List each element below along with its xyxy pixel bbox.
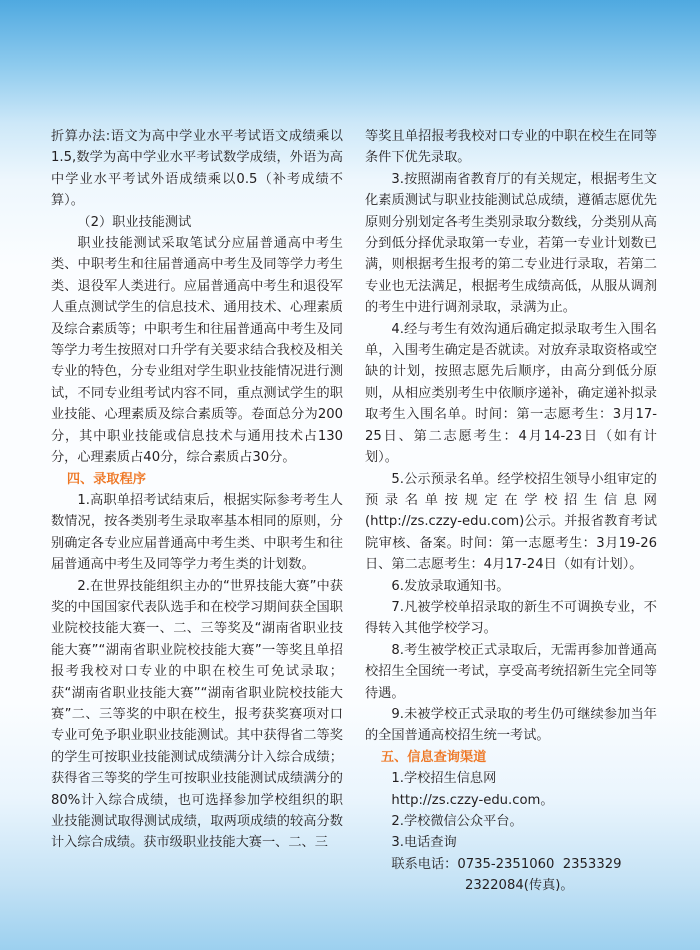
procedure-item-6: 6.发放录取通知书。 <box>391 578 510 594</box>
vocational-test-paragraph: 职业技能测试采取笔试分应届普通高中考生类、中职考生和往届普通高中考生及同等学力考生类、退役军人类进行。应届普通高中考生和退役军人重点测试学生的信息技术、通用技术、心理素质及综合素质等；中职考生和往届普通高中考生及同等学力考生按照对口升学有关要求结合我校及相关专业的特色，分专业组对学生职业技能情况进行测试，不同专业组考试内容不同，重点测试学生的职业技能、心理素质及综合素质等。卷面总分为200分，其中职业技能或信息技术与通用技术占130分，心理素质占40分，综合素质占30分。 <box>51 236 343 466</box>
channel-website-url: http://zs.czzy-edu.com。 <box>391 792 554 808</box>
procedure-item-2-continued: 等奖且单招报考我校对口专业的中职在校生在同等条件下优先录取。 <box>365 129 657 166</box>
procedure-item-1: 1.高职单招考试结束后，根据实际参考考生人数情况，按各类别考生录取率基本相同的原则，分别确定各专业应届普通高中考生类、中职考生和往届普通高中考生及同等学力考生类的计划数。 <box>51 492 343 573</box>
procedure-item-9: 9.未被学校正式录取的考生仍可继续参加当年的全国普通高校招生统一考试。 <box>365 706 657 744</box>
left-column <box>51 126 343 854</box>
procedure-item-3: 3.按照湖南省教育厅的有关规定，根据考生文化素质测试与职业技能测试总成绩，遵循志愿优先原则分别划定各考生类别录取分数线，分类别从高分到低分择优录取第一专业，若第一专业计划数已满，则根据考生报考的第二专业进行录取，若第二专业也无法满足，根据考生成绩高低，从服从调剂的考生中进行调剂录取，录满为止。 <box>365 171 657 316</box>
procedure-item-2: 2.在世界技能组织主办的“世界技能大赛”中获奖的中国国家代表队选手和在校学习期间获全国职业院校技能大赛一、二、三等奖及“湖南省职业技能大赛”“湖南省职业院校技能大赛”一等奖且单招报考我校对口专业的中职在校生可免试录取；获“湖南省职业技能大赛”“湖南省职业院校技能大赛”二、三等奖的中职在校生，报考获奖赛项对口专业可免予职业职业技能测试。其中获得省二等奖的学生可按职业技能测试成绩满分计入综合成绩；获得省三等奖的学生可按职业技能测试成绩满分的80%计入综合成绩，也可选择参加学校组织的职业技能测试取得测试成绩，取两项成绩的较高分数计入综合成绩。获市级职业技能大赛一、二、三 <box>51 578 343 851</box>
procedure-item-8: 8.考生被学校正式录取后，无需再参加普通高校招生全国统一考试，享受高考统招新生完全同等待遇。 <box>365 642 657 701</box>
right-column <box>365 126 657 897</box>
channel-website: 1.学校招生信息网 <box>391 771 497 787</box>
section-heading-info-channels: 五、信息查询渠道 <box>380 749 487 765</box>
section-heading-admission-procedure: 四、录取程序 <box>66 471 146 487</box>
channel-wechat: 2.学校微信公众平台。 <box>391 814 523 829</box>
vocational-test-subheading: （2）职业技能测试 <box>77 214 192 230</box>
score-conversion-paragraph: 折算办法:语文为高中学业水平考试语文成绩乘以1.5,数学为高中学业水平考试数学成绩，外语为高中学业水平考试外语成绩乘以0.5（补考成绩不算）。 <box>51 129 343 209</box>
procedure-item-4: 4.经与考生有效沟通后确定拟录取考生入围名单，入围考生确定是否就读。对放弃录取资格或空缺的计划，按照志愿先后顺序，由高分到低分原则，从相应类别考生中依顺序递补，确定递补拟录取考生入围名单。时间：第一志愿考生：3月17-25日、第二志愿考生：4月14-23日（如有计划）。 <box>365 321 657 466</box>
contact-fax-number: 2322084(传真)。 <box>465 878 574 894</box>
channel-phone: 3.电话查询 <box>391 835 457 851</box>
procedure-item-5: 5.公示预录名单。经学校招生领导小组审定的预录名单按规定在学校招生信息网(http://zs.czzy-edu.com)公示。并报省教育考试院审核、备案。时间：第一志愿考生：3月19-26日、第二志愿考生：4月17-24日（如有计划）。 <box>365 471 657 573</box>
procedure-item-7: 7.凡被学校单招录取的新生不可调换专业，不得转入其他学校学习。 <box>365 599 657 637</box>
contact-phone-numbers: 联系电话：0735-2351060 2353329 <box>391 856 622 872</box>
